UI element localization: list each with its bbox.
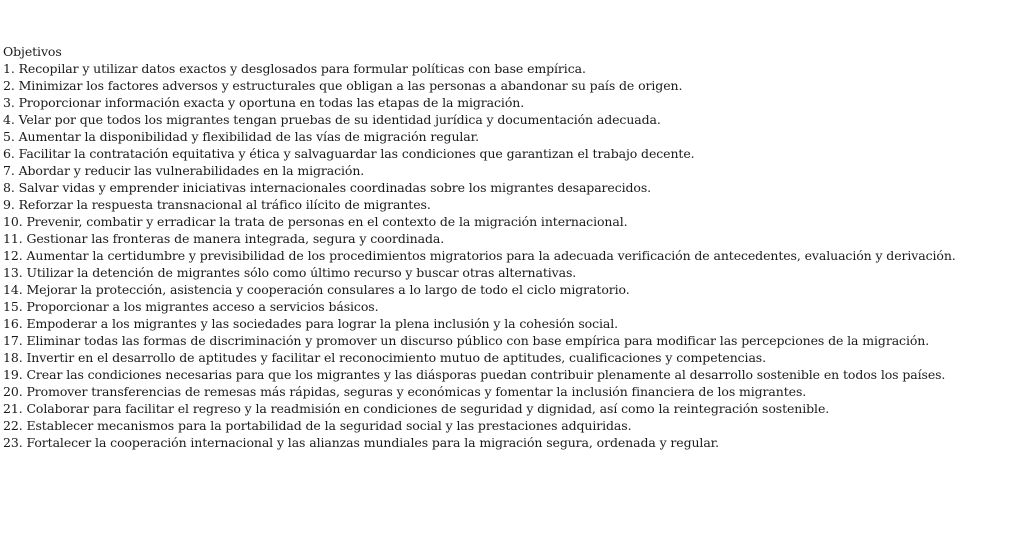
objective-item: 9. Reforzar la respuesta transnacional al tráfico ilícito de migrantes.	[3, 197, 431, 212]
objective-item: 18. Invertir en el desarrollo de aptitudes y facilitar el reconocimiento mutuo de aptitudes, cualificaciones y competencias.	[3, 350, 766, 365]
objective-item: 5. Aumentar la disponibilidad y flexibilidad de las vías de migración regular.	[3, 129, 480, 144]
objective-item: 19. Crear las condiciones necesarias para que los migrantes y las diásporas puedan contribuir plenamente al desarrollo sostenible en todos los países.	[3, 367, 946, 382]
objective-item: 1. Recopilar y utilizar datos exactos y desglosados para formular políticas con base empírica.	[3, 61, 586, 76]
objective-item: 16. Empoderar a los migrantes y las sociedades para lograr la plena inclusión y la cohesión social.	[3, 316, 619, 331]
objective-item: 12. Aumentar la certidumbre y previsibilidad de los procedimientos migratorios para la adecuada verificación de antecedentes, evaluación y derivación.	[3, 248, 956, 263]
objective-item: 11. Gestionar las fronteras de manera integrada, segura y coordinada.	[3, 231, 445, 246]
objective-item: 6. Facilitar la contratación equitativa y ética y salvaguardar las condiciones que garantizan el trabajo decente.	[3, 146, 695, 161]
objective-item: 3. Proporcionar información exacta y oportuna en todas las etapas de la migración.	[3, 95, 525, 110]
objective-item: 17. Eliminar todas las formas de discriminación y promover un discurso público con base empírica para modificar las percepciones de la migración.	[3, 333, 930, 348]
document-body	[3, 43, 1025, 451]
objective-item: 2. Minimizar los factores adversos y estructurales que obligan a las personas a abandonar su país de origen.	[3, 78, 683, 93]
objective-item: 15. Proporcionar a los migrantes acceso a servicios básicos.	[3, 299, 379, 314]
objective-item: 14. Mejorar la protección, asistencia y cooperación consulares a lo largo de todo el ciclo migratorio.	[3, 282, 630, 297]
objective-item: 22. Establecer mecanismos para la portabilidad de la seguridad social y las prestaciones adquiridas.	[3, 418, 632, 433]
objectives-list	[3, 60, 1025, 451]
objective-item: 20. Promover transferencias de remesas más rápidas, seguras y económicas y fomentar la inclusión financiera de los migrantes.	[3, 384, 807, 399]
objective-item: 21. Colaborar para facilitar el regreso y la readmisión en condiciones de seguridad y dignidad, así como la reintegración sostenible.	[3, 401, 830, 416]
objective-item: 23. Fortalecer la cooperación internacional y las alianzas mundiales para la migración segura, ordenada y regular.	[3, 435, 720, 450]
objective-item: 8. Salvar vidas y emprender iniciativas internacionales coordinadas sobre los migrantes desaparecidos.	[3, 180, 652, 195]
objective-item: 7. Abordar y reducir las vulnerabilidades en la migración.	[3, 163, 365, 178]
objective-item: 4. Velar por que todos los migrantes tengan pruebas de su identidad jurídica y documentación adecuada.	[3, 112, 661, 127]
objective-item: 10. Prevenir, combatir y erradicar la trata de personas en el contexto de la migración internacional.	[3, 214, 628, 229]
objective-item: 13. Utilizar la detención de migrantes sólo como último recurso y buscar otras alternativas.	[3, 265, 577, 280]
heading-objetivos: Objetivos	[3, 44, 62, 59]
